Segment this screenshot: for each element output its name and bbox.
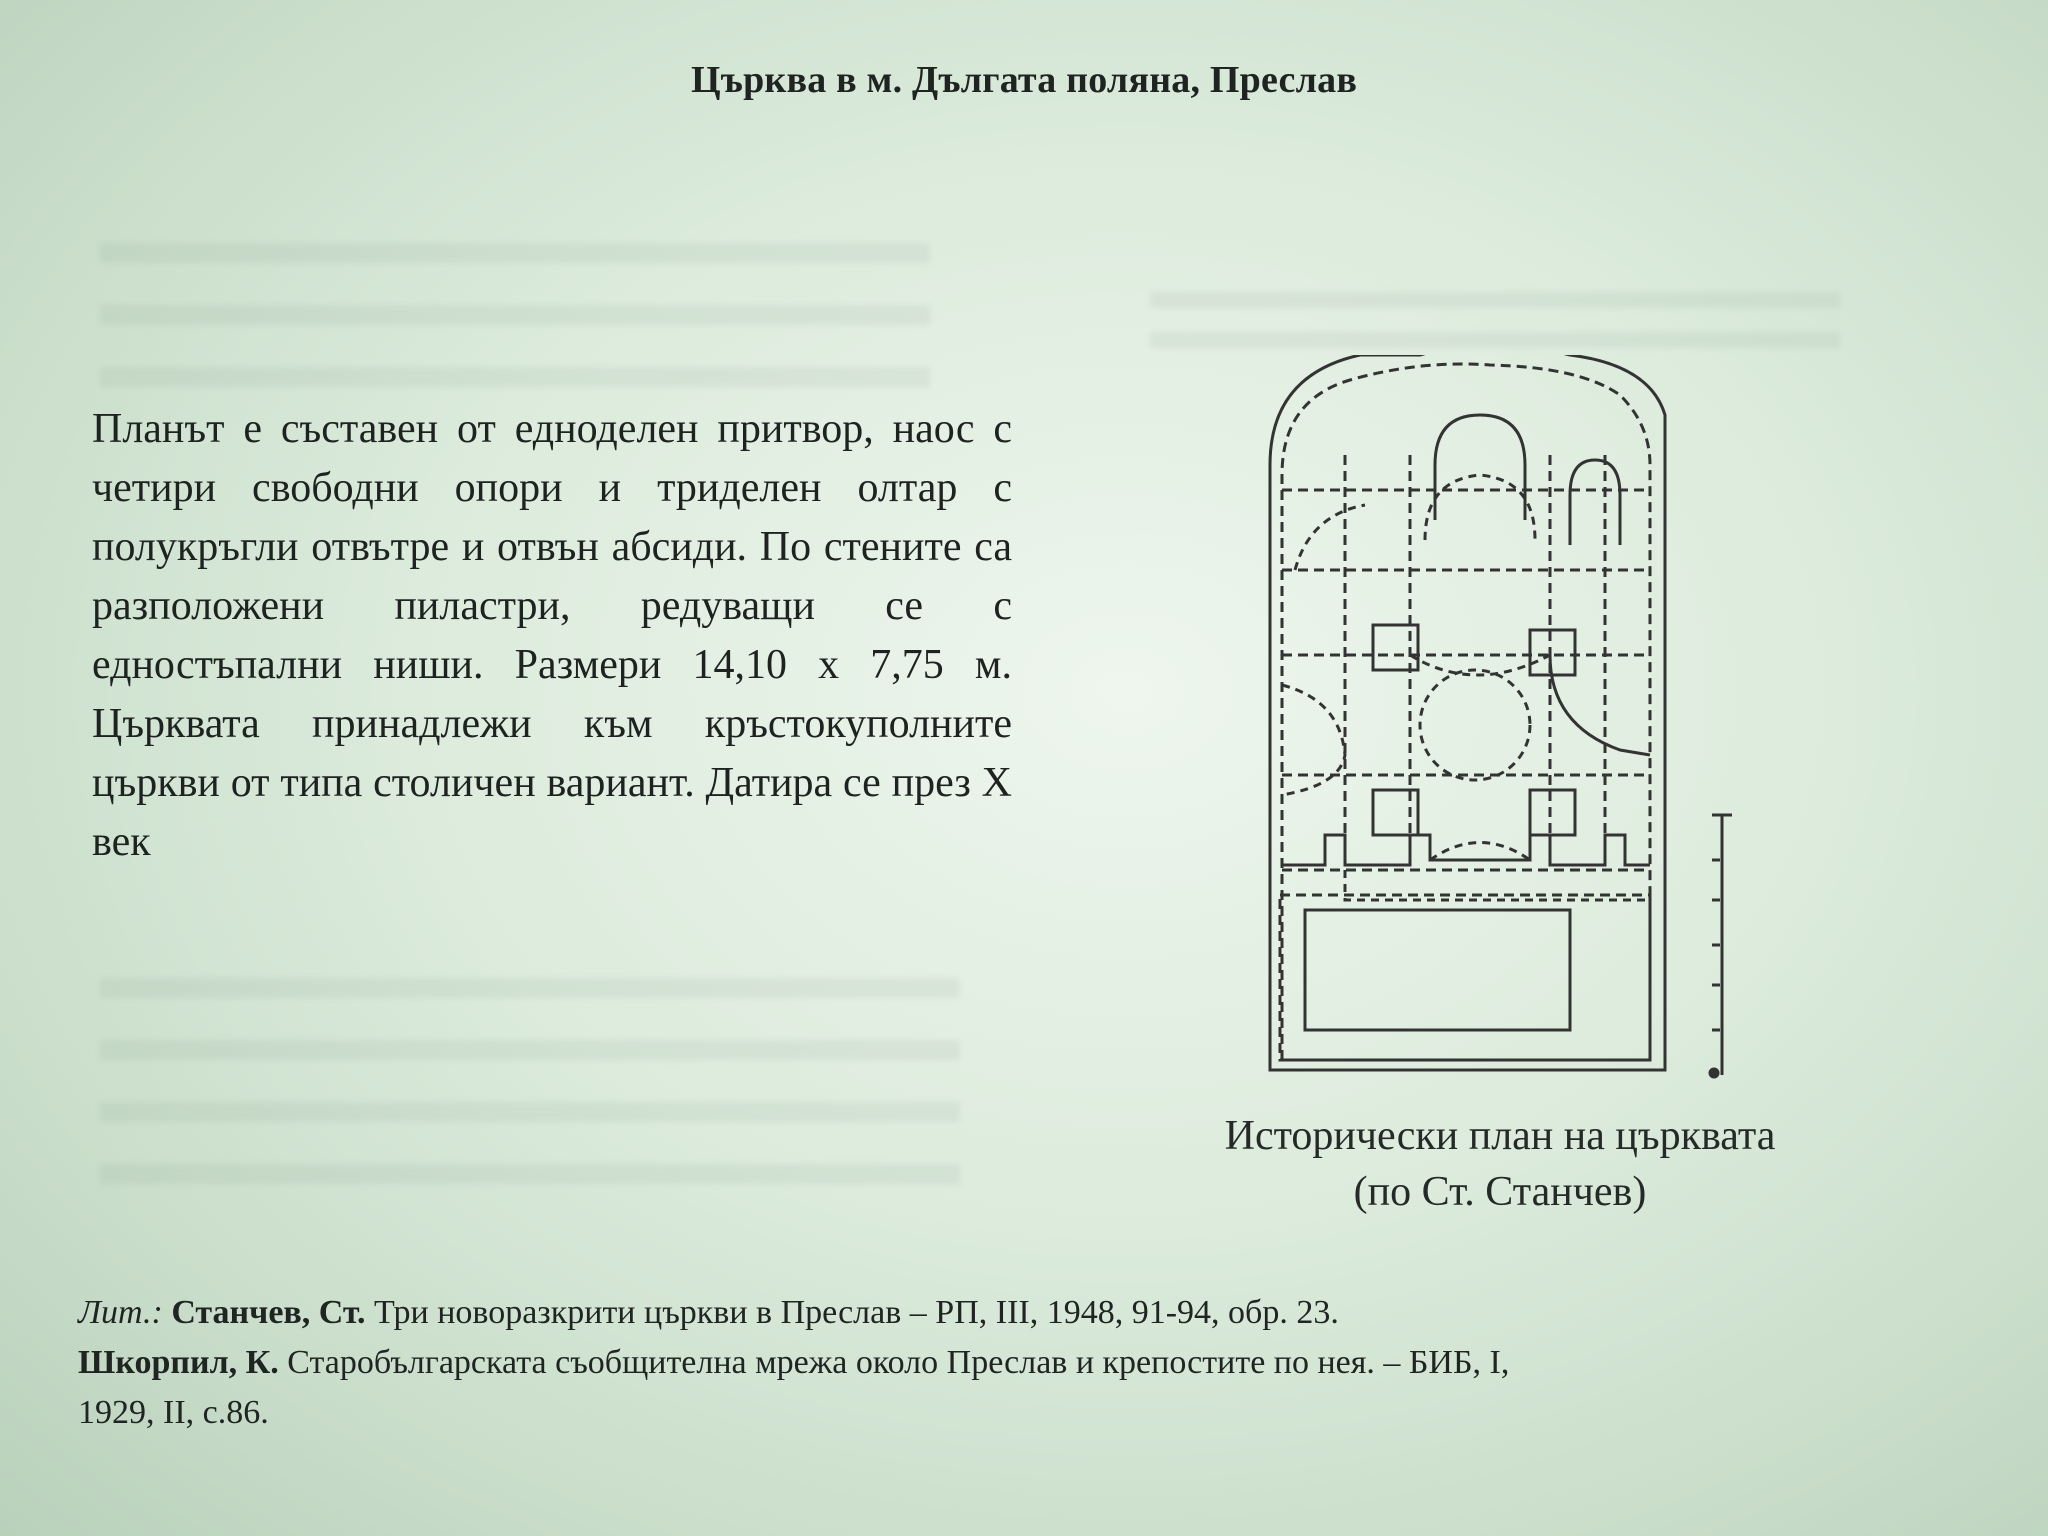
central-apse-dashed <box>1425 475 1535 540</box>
page-title: Църква в м. Дългата поляна, Преслав <box>690 59 1358 101</box>
inner-outline <box>1282 364 1650 1060</box>
description-paragraph <box>92 400 1012 872</box>
bleed-through-text-right <box>1150 280 1840 350</box>
lower-piers <box>1282 835 1650 865</box>
support-nw <box>1530 630 1575 675</box>
left-pastophory <box>1295 505 1365 570</box>
central-apse <box>1435 415 1525 520</box>
bleed-through-text-bottom <box>100 960 960 1210</box>
support-sw <box>1530 790 1575 835</box>
reference-1 <box>78 1288 1978 1338</box>
references-prefix: Лит.: <box>78 1294 163 1331</box>
reference-2-continued: 1929, II, с.86. <box>78 1394 269 1431</box>
bleed-through-text-top <box>100 225 930 405</box>
right-niche <box>1550 655 1650 755</box>
description-text: Планът е съставен от едноделен притвор, наос с четири свободни опори и триделен олтар с полукръгли отвътре и отвън абсиди. По стените са разположени пиластри, редуващи се с едностъпални ниши. Размери 14,10 х 7,75 м. Църквата принадлежи към кръстокуполните църкви от типа столичен вариант. Датира се през X век <box>92 406 1012 865</box>
caption-line-2: (по Ст. Станчев) <box>1353 1169 1647 1215</box>
references-section <box>78 1288 1978 1438</box>
reference-2 <box>78 1338 1978 1388</box>
church-plan-drawing <box>1250 355 1750 1095</box>
caption-line-1: Исторически план на църквата <box>1224 1113 1776 1159</box>
reference-1-text: Три новоразкрити църкви в Преслав – РП, III, 1948, 91-94, обр. 23. <box>374 1294 1339 1331</box>
reference-2-author: Шкорпил, К. <box>78 1344 279 1381</box>
right-apse <box>1570 460 1620 545</box>
narthex <box>1305 910 1570 1030</box>
reference-1-author: Станчев, Ст. <box>171 1294 366 1331</box>
scale-bar <box>1710 815 1732 1077</box>
central-dome <box>1420 670 1530 780</box>
figure-caption <box>1120 1108 1880 1220</box>
reference-2-text: Старобългарската съобщителна мрежа около Преслав и крепостите по нея. – БИБ, I, <box>287 1344 1510 1381</box>
church-plan-figure <box>1250 355 1750 1095</box>
